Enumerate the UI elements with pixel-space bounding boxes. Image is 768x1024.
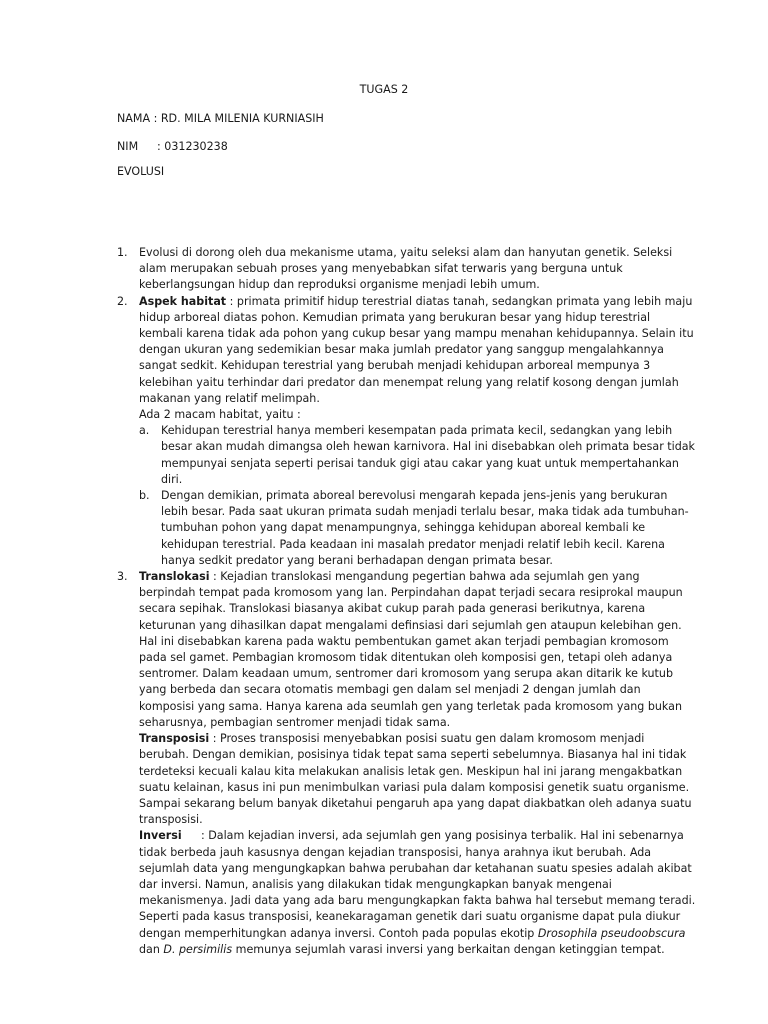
term-text: : Kejadian translokasi mengandung pegertian bahwa ada sejumlah gen yang berpindah tempat pada kromosom yang lan. Perpindahan dapat terjadi secara resiprokal maupun secara sepihak. Translokasi biasanya akibat cukup parah pada generasi berikutnya, karena keturunan yang dihasilkan dapat mengalami definsiasi dari sejumlah gen ataupun kelebihan gen. Hal ini disebabkan karena pada waktu pembentukan gamet akan terjadi pembagian kromosom pada sel gamet. Pembagian kromosom tidak ditentukan oleh komposisi gen, tetapi oleh adanya sentromer. Dalam keadaan umum, sentromer dari kromosom yang serupa akan ditarik ke kutub yang berbeda dan secara otomatis membagi gen dalam sel menjadi 2 dengan jumlah dan komposisi yang sama. Hanya karena ada seumlah gen yang terletak pada kromosom yang bukan seharusnya, pembagian sentromer menjadi tidak sama.: [139, 570, 683, 729]
term-text: memunya sejumlah varasi inversi yang berkaitan dengan ketinggian tempat.: [232, 942, 665, 956]
term-text: : Proses transposisi menyebabkan posisi suatu gen dalam kromosom menjadi berubah. Dengan demikian, posisinya tidak tepat sama seperti sebelumnya. Biasanya hal ini tidak terdeteksi kecuali kalau kita melakukan analisis letak gen. Meskipun hal ini jarang mengakbatkan suatu kelainan, kasus ini pun menimbulkan variasi pula dalam komposisi genetik suatu organisme. Sampai sekarang belum banyak diketahui pengaruh apa yang dapat diakbatkan oleh adanya suatu transposisi.: [139, 732, 692, 827]
translokasi-paragraph: [139, 569, 697, 731]
transposisi-paragraph: [139, 731, 697, 828]
term-label: Aspek habitat: [139, 294, 227, 308]
sub-item-text: Kehidupan terestrial hanya memberi kesempatan pada primata kecil, sedangkan yang lebih besar akan mudah dimangsa oleh hewan karnivora. Hal ini disebabkan oleh primata besar tidak mempunyai senjata seperti perisai tanduk gigi atau cakar yang kuat untuk mempertahankan diri.: [161, 424, 695, 486]
item-number: 2.: [117, 294, 128, 308]
answer-list: [117, 245, 697, 958]
item-number: 3.: [117, 570, 128, 584]
sub-item-text: Dengan demikian, primata aboreal berevolusi mengarah kepada jens-jenis yang berukuran lebih besar. Pada saat ukuran primata sudah menjadi terlalu besar, maka tidak ada tumbuhan-tumbuhan pohon yang dapat menampungnya, sehingga kehidupan aboreal kembali ke kehidupan terestrial. Pada keadaan ini masalah predator menjadi relatif lebih kecil. Karena hanya sedkit predator yang berani berhadapan dengan primata besar.: [161, 489, 689, 567]
species-name: Drosophila pseudoobscura: [537, 926, 686, 940]
conjunction: dan: [139, 942, 164, 956]
list-item: [117, 245, 697, 294]
sub-list-item: [139, 423, 697, 488]
term-text: : primata primitif hidup terestrial diatas tanah, sedangkan primata yang lebih maju hidup arboreal diatas pohon. Kemudian primata yang berukuran besar yang hidup terestrial kembali karena tidak ada pohon yang cukup besar yang mampu menahan kehidupannya. Selain itu dengan ukuran yang sedemikian besar maka jumlah predator yang sanggup mengalahkannya sangat sedkit. Kehidupan terestrial yang berubah menjadi kehidupan arboreal mempunya 3 kelebihan yaitu terhindar dari predator dan menempat relung yang relatif kosong dengan jumlah makanan yang relatif melimpah.: [139, 294, 694, 405]
student-nim: [117, 139, 228, 155]
nim-label: NIM: [117, 140, 139, 153]
subject-heading: EVOLUSI: [117, 165, 165, 178]
list-item: [117, 294, 697, 569]
sub-item-letter: b.: [139, 489, 150, 503]
term-text: : Dalam kejadian inversi, ada sejumlah gen yang posisinya terbalik. Hal ini sebenarnya tidak berbeda jauh kasusnya dengan kejadian transposisi, hanya arahnya ikut berubah. Ada sejumlah data yang mengungkapkan bahwa perubahan dar ketahanan suatu spesies adalah akibat dar inversi. Namun, analisis yang dilakukan tidak mengungkapkan banyak mengenai mekanismenya. Jadi data yang ada baru mengungkapkan fakta bahwa hal tersebut memang teradi. Seperti pada kasus transposisi, keanekaragaman genetik dari suatu organisme dapat pula diukur dengan memperhitungkan adanya inversi. Contoh pada populas ekotip: [139, 829, 696, 940]
nim-value: : 031230238: [157, 140, 228, 153]
item-text: [139, 294, 697, 407]
item-number: 1.: [117, 246, 128, 259]
species-name: D. persimilis: [163, 942, 233, 956]
list-item: [117, 569, 697, 958]
term-label: Inversi: [139, 829, 182, 843]
item-text: Evolusi di dorong oleh dua mekanisme utama, yaitu seleksi alam dan hanyutan genetik. Seleksi alam merupakan sebuah proses yang menyebabkan sifat terwaris yang berguna untuk keberlangsungan hidup dan reproduksi organisme menjadi lebih umum.: [139, 246, 673, 292]
sub-item-letter: a.: [139, 424, 150, 438]
document-title: TUGAS 2: [359, 83, 409, 96]
student-name: NAMA : RD. MILA MILENIA KURNIASIH: [117, 112, 324, 125]
sub-list-item: [139, 488, 697, 569]
term-label: Transposisi: [139, 732, 210, 746]
inversi-paragraph: [139, 828, 697, 958]
term-label: Translokasi: [139, 570, 210, 584]
habitat-intro: Ada 2 macam habitat, yaitu :: [139, 408, 301, 422]
